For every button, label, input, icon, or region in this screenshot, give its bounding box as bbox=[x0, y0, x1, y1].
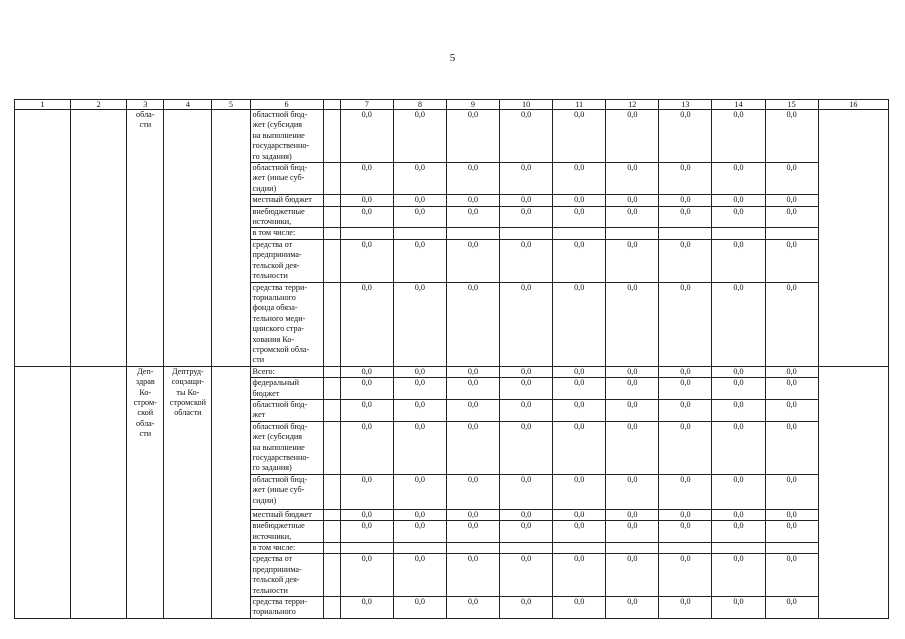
cell-value: 0,0 bbox=[393, 378, 446, 400]
budget-table bbox=[14, 99, 889, 619]
cell-value: 0,0 bbox=[765, 399, 818, 421]
cell-value: 0,0 bbox=[765, 378, 818, 400]
cell-value: 0,0 bbox=[606, 509, 659, 520]
cell-value: 0,0 bbox=[606, 597, 659, 619]
cell-value: 0,0 bbox=[500, 195, 553, 206]
cell-value: 0,0 bbox=[446, 282, 499, 366]
header-row bbox=[15, 100, 889, 110]
cell-value bbox=[500, 228, 553, 239]
cell-value: 0,0 bbox=[765, 282, 818, 366]
cell-value: 0,0 bbox=[393, 421, 446, 474]
cell-value bbox=[393, 543, 446, 554]
cell-value: 0,0 bbox=[500, 163, 553, 195]
cell-value: 0,0 bbox=[659, 597, 712, 619]
cell-value: 0,0 bbox=[606, 206, 659, 228]
cell-value: 0,0 bbox=[712, 509, 765, 520]
cell-value: 0,0 bbox=[712, 366, 765, 377]
cell-value: 0,0 bbox=[606, 239, 659, 282]
cell-value: 0,0 bbox=[340, 195, 393, 206]
cell-value: 0,0 bbox=[553, 597, 606, 619]
cell-col2 bbox=[71, 366, 127, 618]
cell-funding-source: средства от предпринима- тельской дея- тельности bbox=[250, 239, 323, 282]
cell-value: 0,0 bbox=[500, 239, 553, 282]
cell-value: 0,0 bbox=[712, 521, 765, 543]
cell-value: 0,0 bbox=[340, 206, 393, 228]
cell-funding-source: местный бюджет bbox=[250, 195, 323, 206]
cell-spacer bbox=[323, 163, 340, 195]
cell-value: 0,0 bbox=[659, 421, 712, 474]
cell-value: 0,0 bbox=[446, 554, 499, 597]
column-header: 5 bbox=[212, 100, 250, 110]
column-header: 11 bbox=[553, 100, 606, 110]
cell-value: 0,0 bbox=[393, 509, 446, 520]
cell-value: 0,0 bbox=[712, 554, 765, 597]
cell-value: 0,0 bbox=[393, 195, 446, 206]
cell-value: 0,0 bbox=[340, 366, 393, 377]
cell-value: 0,0 bbox=[393, 110, 446, 163]
cell-value: 0,0 bbox=[765, 195, 818, 206]
cell-value: 0,0 bbox=[340, 509, 393, 520]
cell-value bbox=[659, 228, 712, 239]
cell-value: 0,0 bbox=[553, 421, 606, 474]
cell-value: 0,0 bbox=[393, 239, 446, 282]
cell-value: 0,0 bbox=[446, 110, 499, 163]
cell-spacer bbox=[323, 195, 340, 206]
cell-value: 0,0 bbox=[393, 366, 446, 377]
cell-value: 0,0 bbox=[606, 474, 659, 509]
cell-value bbox=[712, 543, 765, 554]
cell-funding-source: в том числе: bbox=[250, 228, 323, 239]
column-header: 2 bbox=[71, 100, 127, 110]
cell-value: 0,0 bbox=[712, 399, 765, 421]
cell-value: 0,0 bbox=[765, 554, 818, 597]
cell-value: 0,0 bbox=[553, 195, 606, 206]
table-row bbox=[15, 366, 889, 377]
cell-value: 0,0 bbox=[765, 474, 818, 509]
column-header: 3 bbox=[127, 100, 164, 110]
cell-spacer bbox=[323, 521, 340, 543]
cell-value: 0,0 bbox=[340, 163, 393, 195]
cell-value: 0,0 bbox=[500, 110, 553, 163]
cell-funding-source: средства терри- ториального фонда обяза- тельного меди- цинского стра- хования Ко- стромской обла- сти bbox=[250, 282, 323, 366]
cell-value: 0,0 bbox=[606, 554, 659, 597]
cell-value bbox=[446, 228, 499, 239]
cell-value: 0,0 bbox=[446, 195, 499, 206]
cell-funding-source: внебюджетные источники, bbox=[250, 206, 323, 228]
cell-value: 0,0 bbox=[393, 521, 446, 543]
cell-value: 0,0 bbox=[659, 554, 712, 597]
cell-value: 0,0 bbox=[553, 366, 606, 377]
cell-value: 0,0 bbox=[500, 366, 553, 377]
cell-value: 0,0 bbox=[500, 521, 553, 543]
cell-value: 0,0 bbox=[500, 399, 553, 421]
cell-col16 bbox=[818, 110, 888, 367]
cell-funding-source: областной бюд- жет bbox=[250, 399, 323, 421]
column-header: 6 bbox=[250, 100, 323, 110]
cell-spacer bbox=[323, 239, 340, 282]
cell-spacer bbox=[323, 366, 340, 377]
column-header: 7 bbox=[340, 100, 393, 110]
cell-value: 0,0 bbox=[393, 597, 446, 619]
cell-value: 0,0 bbox=[606, 399, 659, 421]
cell-spacer bbox=[323, 282, 340, 366]
cell-col16 bbox=[818, 366, 888, 618]
cell-value: 0,0 bbox=[659, 195, 712, 206]
cell-value: 0,0 bbox=[340, 554, 393, 597]
cell-spacer bbox=[323, 110, 340, 163]
cell-value: 0,0 bbox=[606, 282, 659, 366]
cell-value: 0,0 bbox=[659, 163, 712, 195]
column-header: 8 bbox=[393, 100, 446, 110]
cell-value bbox=[340, 543, 393, 554]
cell-value bbox=[553, 228, 606, 239]
cell-value: 0,0 bbox=[765, 366, 818, 377]
cell-value: 0,0 bbox=[393, 206, 446, 228]
cell-value: 0,0 bbox=[553, 521, 606, 543]
cell-value: 0,0 bbox=[446, 521, 499, 543]
cell-value: 0,0 bbox=[765, 206, 818, 228]
cell-value: 0,0 bbox=[553, 282, 606, 366]
cell-value: 0,0 bbox=[393, 282, 446, 366]
cell-value: 0,0 bbox=[606, 521, 659, 543]
cell-value: 0,0 bbox=[553, 378, 606, 400]
cell-spacer bbox=[323, 597, 340, 619]
cell-value: 0,0 bbox=[712, 163, 765, 195]
cell-spacer bbox=[323, 474, 340, 509]
cell-value: 0,0 bbox=[340, 110, 393, 163]
column-header: 13 bbox=[659, 100, 712, 110]
cell-value bbox=[765, 228, 818, 239]
cell-value: 0,0 bbox=[553, 206, 606, 228]
cell-funding-source: средства от предпринима- тельской дея- тельности bbox=[250, 554, 323, 597]
cell-funding-source: внебюджетные источники, bbox=[250, 521, 323, 543]
cell-funding-source: областной бюд- жет (иные суб- сидии) bbox=[250, 163, 323, 195]
column-header: 4 bbox=[164, 100, 212, 110]
cell-value bbox=[606, 228, 659, 239]
cell-value: 0,0 bbox=[500, 421, 553, 474]
cell-value: 0,0 bbox=[659, 378, 712, 400]
column-header bbox=[323, 100, 340, 110]
cell-value: 0,0 bbox=[712, 110, 765, 163]
cell-value: 0,0 bbox=[765, 421, 818, 474]
column-header: 15 bbox=[765, 100, 818, 110]
cell-value: 0,0 bbox=[553, 110, 606, 163]
cell-value: 0,0 bbox=[500, 554, 553, 597]
cell-value: 0,0 bbox=[659, 509, 712, 520]
cell-col1 bbox=[15, 110, 71, 367]
cell-value: 0,0 bbox=[765, 110, 818, 163]
cell-value: 0,0 bbox=[659, 110, 712, 163]
cell-value bbox=[393, 228, 446, 239]
cell-co-executor: Дептруд- соцзащи- ты Ко- стромской области bbox=[164, 366, 212, 618]
cell-value: 0,0 bbox=[553, 554, 606, 597]
cell-funding-source: Всего: bbox=[250, 366, 323, 377]
column-header: 16 bbox=[818, 100, 888, 110]
table-body bbox=[15, 100, 889, 619]
cell-value: 0,0 bbox=[553, 239, 606, 282]
cell-value: 0,0 bbox=[712, 282, 765, 366]
cell-spacer bbox=[323, 206, 340, 228]
cell-value: 0,0 bbox=[659, 366, 712, 377]
cell-value: 0,0 bbox=[393, 554, 446, 597]
cell-value: 0,0 bbox=[553, 399, 606, 421]
cell-value bbox=[659, 543, 712, 554]
cell-value bbox=[553, 543, 606, 554]
cell-value: 0,0 bbox=[446, 163, 499, 195]
cell-value: 0,0 bbox=[340, 239, 393, 282]
cell-value: 0,0 bbox=[659, 521, 712, 543]
cell-funding-source: в том числе: bbox=[250, 543, 323, 554]
column-header: 14 bbox=[712, 100, 765, 110]
cell-value: 0,0 bbox=[446, 206, 499, 228]
cell-value: 0,0 bbox=[340, 399, 393, 421]
cell-value: 0,0 bbox=[659, 282, 712, 366]
cell-funding-source: областной бюд- жет (субсидия на выполнение государственно- го задания) bbox=[250, 421, 323, 474]
cell-responsible-executor: Деп- здрав Ко- стром- ской обла- сти bbox=[127, 366, 164, 618]
cell-value: 0,0 bbox=[712, 195, 765, 206]
cell-value: 0,0 bbox=[393, 163, 446, 195]
column-header: 12 bbox=[606, 100, 659, 110]
cell-spacer bbox=[323, 378, 340, 400]
cell-spacer bbox=[323, 228, 340, 239]
cell-value: 0,0 bbox=[659, 399, 712, 421]
cell-value: 0,0 bbox=[712, 597, 765, 619]
column-header: 9 bbox=[446, 100, 499, 110]
cell-value: 0,0 bbox=[500, 509, 553, 520]
cell-value: 0,0 bbox=[446, 366, 499, 377]
cell-value: 0,0 bbox=[340, 282, 393, 366]
cell-value: 0,0 bbox=[446, 597, 499, 619]
cell-value: 0,0 bbox=[606, 366, 659, 377]
cell-value: 0,0 bbox=[340, 421, 393, 474]
cell-value: 0,0 bbox=[712, 421, 765, 474]
cell-value: 0,0 bbox=[553, 163, 606, 195]
cell-responsible-executor: обла- сти bbox=[127, 110, 164, 367]
cell-col5 bbox=[212, 110, 250, 367]
cell-value: 0,0 bbox=[500, 597, 553, 619]
cell-funding-source: областной бюд- жет (субсидия на выполнение государственно- го задания) bbox=[250, 110, 323, 163]
cell-value: 0,0 bbox=[340, 597, 393, 619]
cell-value: 0,0 bbox=[446, 239, 499, 282]
cell-col5 bbox=[212, 366, 250, 618]
cell-value: 0,0 bbox=[340, 378, 393, 400]
cell-funding-source: средства терри- ториального bbox=[250, 597, 323, 619]
cell-value: 0,0 bbox=[659, 206, 712, 228]
cell-value: 0,0 bbox=[606, 378, 659, 400]
cell-value: 0,0 bbox=[393, 399, 446, 421]
cell-value: 0,0 bbox=[765, 521, 818, 543]
cell-value: 0,0 bbox=[712, 474, 765, 509]
cell-spacer bbox=[323, 421, 340, 474]
cell-value: 0,0 bbox=[712, 206, 765, 228]
cell-value: 0,0 bbox=[606, 421, 659, 474]
cell-value bbox=[765, 543, 818, 554]
cell-value: 0,0 bbox=[446, 378, 499, 400]
cell-value bbox=[446, 543, 499, 554]
cell-value: 0,0 bbox=[659, 474, 712, 509]
cell-value: 0,0 bbox=[500, 474, 553, 509]
cell-value: 0,0 bbox=[606, 110, 659, 163]
page-number: 5 bbox=[449, 52, 456, 64]
cell-col1 bbox=[15, 366, 71, 618]
cell-funding-source: местный бюджет bbox=[250, 509, 323, 520]
cell-col2 bbox=[71, 110, 127, 367]
cell-value bbox=[500, 543, 553, 554]
cell-value: 0,0 bbox=[446, 474, 499, 509]
cell-value bbox=[606, 543, 659, 554]
cell-value bbox=[712, 228, 765, 239]
cell-value: 0,0 bbox=[340, 474, 393, 509]
cell-value: 0,0 bbox=[765, 163, 818, 195]
cell-value bbox=[340, 228, 393, 239]
cell-value: 0,0 bbox=[606, 195, 659, 206]
cell-value: 0,0 bbox=[712, 239, 765, 282]
cell-spacer bbox=[323, 543, 340, 554]
cell-value: 0,0 bbox=[765, 239, 818, 282]
cell-value: 0,0 bbox=[712, 378, 765, 400]
cell-spacer bbox=[323, 509, 340, 520]
cell-spacer bbox=[323, 399, 340, 421]
cell-value: 0,0 bbox=[765, 597, 818, 619]
cell-value: 0,0 bbox=[553, 509, 606, 520]
cell-value: 0,0 bbox=[340, 521, 393, 543]
cell-value: 0,0 bbox=[500, 282, 553, 366]
cell-value: 0,0 bbox=[553, 474, 606, 509]
cell-co-executor bbox=[164, 110, 212, 367]
cell-value: 0,0 bbox=[446, 399, 499, 421]
cell-spacer bbox=[323, 554, 340, 597]
cell-value: 0,0 bbox=[765, 509, 818, 520]
column-header: 1 bbox=[15, 100, 71, 110]
cell-value: 0,0 bbox=[500, 206, 553, 228]
cell-value: 0,0 bbox=[659, 239, 712, 282]
cell-funding-source: федеральный бюджет bbox=[250, 378, 323, 400]
cell-value: 0,0 bbox=[446, 509, 499, 520]
column-header: 10 bbox=[500, 100, 553, 110]
cell-value: 0,0 bbox=[606, 163, 659, 195]
cell-value: 0,0 bbox=[500, 378, 553, 400]
cell-value: 0,0 bbox=[393, 474, 446, 509]
cell-value: 0,0 bbox=[446, 421, 499, 474]
cell-funding-source: областной бюд- жет (иные суб- сидии) bbox=[250, 474, 323, 509]
table-row bbox=[15, 110, 889, 163]
